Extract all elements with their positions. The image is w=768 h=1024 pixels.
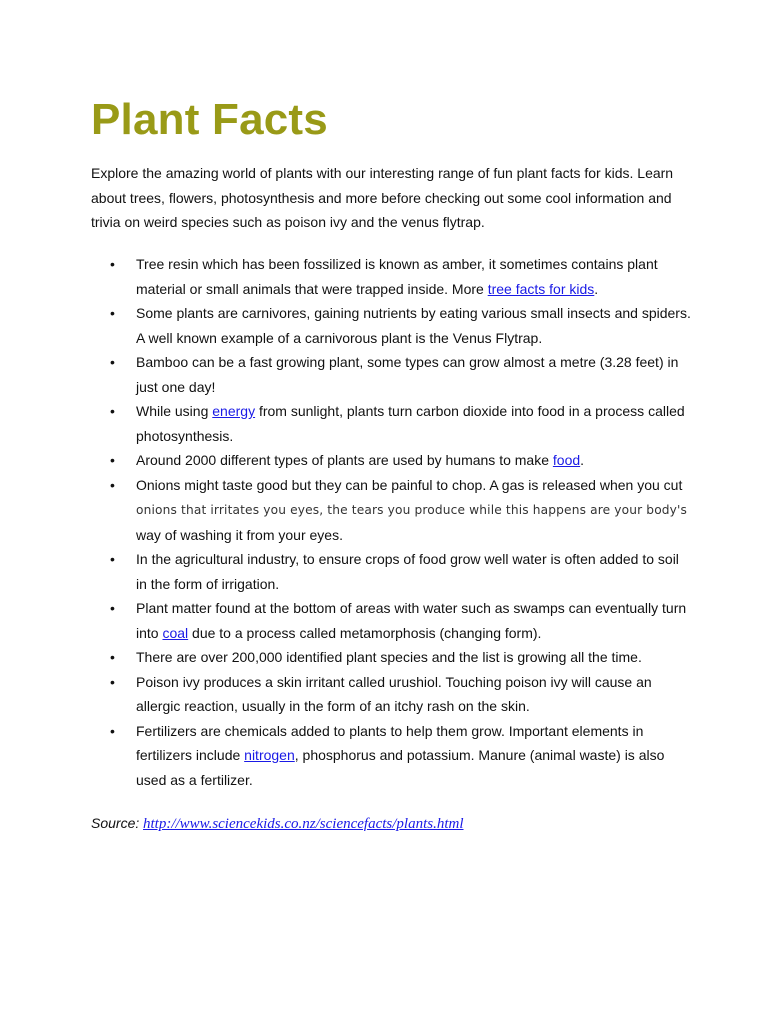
fact-text: . [594,280,599,297]
fact-text: , phosphorus and potassium. Manure (animal waste) is also used as a fertilizer. [136,747,665,788]
fact-text: Some plants are carnivores, gaining nutrients by eating various small insects and spiders. A well known example of a carnivorous plant is the Venus Flytrap. [136,305,691,346]
bullet-icon: • [110,551,115,567]
bullet-icon: • [110,403,115,419]
list-item [91,399,691,448]
list-item [91,596,691,645]
fact-text: Bamboo can be a fast growing plant, some types can grow almost a metre (3.28 feet) in just one day! [136,354,679,395]
list-item [91,645,691,670]
fact-text: . [580,452,585,468]
page-title: Plant Facts [91,95,328,144]
intro-paragraph: Explore the amazing world of plants with our interesting range of fun plant facts for kids. Learn about trees, flowers, photosynthesis and more before checking out some cool information and trivia on weird species such as poison ivy and the venus flytrap. [91,165,674,230]
fact-text: from sunlight, plants turn carbon dioxide into food in a process called photosynthesis. [136,403,685,444]
list-item [91,473,691,548]
energy-link[interactable]: energy [212,403,256,419]
list-item [91,448,691,473]
fact-text: due to a process called metamorphosis (changing form). [188,624,542,641]
coal-link[interactable]: coal [162,624,189,641]
fact-text: In the agricultural industry, to ensure crops of food grow well water is often added to soil in the form of irrigation. [136,551,679,592]
bullet-icon: • [110,354,115,370]
list-item [91,252,691,301]
source-url-link[interactable]: http://www.sciencekids.co.nz/sciencefacts/plants.html [143,816,464,832]
fact-text: Tree resin which has been fossilized is known as amber, it sometimes contains plant material or small animals that were trapped inside. More [136,256,658,297]
facts-list [91,252,691,792]
nitrogen-link[interactable]: nitrogen [244,747,295,763]
bullet-icon: • [110,600,115,616]
list-item [91,547,691,596]
bullet-icon: • [110,476,115,493]
bullet-icon: • [110,649,115,665]
bullet-icon: • [110,256,115,272]
fact-text: There are over 200,000 identified plant species and the list is growing all the time. [136,649,642,665]
bullet-icon: • [110,305,115,321]
fact-text: Onions might taste good but they can be painful to chop. A gas is released when you cut [136,476,683,493]
fact-text: Plant matter found at the bottom of areas with water such as swamps can eventually turn into [136,600,687,641]
list-item [91,719,691,793]
fact-text: onions that irritates you eyes, the tears you produce while this happens are your body's [136,503,688,517]
fact-text: While using [136,403,213,419]
bullet-icon: • [110,452,115,468]
fact-text: Fertilizers are chemicals added to plants to help them grow. Important elements in fertilizers include [136,722,644,763]
bullet-icon: • [110,673,115,690]
list-item [91,350,691,399]
fact-text: Poison ivy produces a skin irritant called urushiol. Touching poison ivy will cause an allergic reaction, usually in the form of an itchy rash on the skin. [136,673,652,714]
fact-text: Around 2000 different types of plants are used by humans to make [136,452,553,468]
fact-text: way of washing it from your eyes. [136,526,343,543]
list-item [91,301,691,350]
source-line [91,811,464,836]
bullet-icon: • [110,722,115,739]
list-item [91,670,691,719]
source-label: Source: [91,815,140,831]
tree-facts-link[interactable]: tree facts for kids [487,280,595,297]
food-link[interactable]: food [552,452,581,468]
